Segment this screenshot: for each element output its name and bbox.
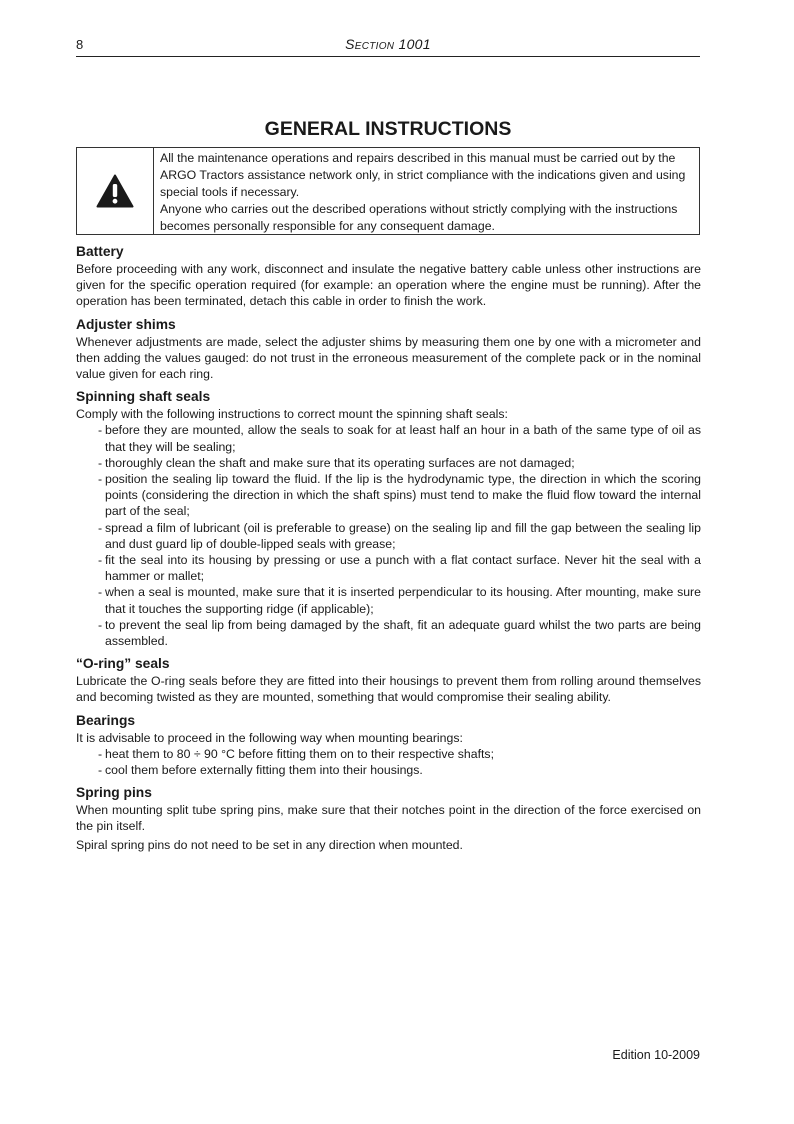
main-content — [76, 243, 701, 859]
section-battery — [76, 243, 701, 310]
list-item: - position the sealing lip toward the fluid. If the lip is the hydrodynamic type, the direction in which the scoring points (considering the direction in which the shaft spins) must tend to make the fluid flow toward the internal part of the seal; — [98, 471, 701, 520]
page-title: GENERAL INSTRUCTIONS — [264, 118, 512, 140]
section-text: Spiral spring pins do not need to be set in any direction when mounted. — [76, 837, 463, 852]
list-item: - fit the seal into its housing by pressing or use a punch with a flat contact surface. Never hit the seal with a hammer or mallet; — [98, 552, 701, 584]
list-item: - thoroughly clean the shaft and make sure that its operating surfaces are not damaged; — [98, 455, 701, 471]
section-bearings — [76, 712, 701, 779]
section-intro: It is advisable to proceed in the following way when mounting bearings: — [76, 730, 463, 745]
list-item: - when a seal is mounted, make sure that it is inserted perpendicular to its housing. After mounting, make sure that it touches the supporting ridge (if applicable); — [98, 584, 701, 616]
instruction-list — [76, 422, 701, 649]
section-title: Section 1001 — [345, 36, 431, 52]
warning-triangle-icon — [96, 174, 134, 208]
section-heading: “O-ring” seals — [76, 656, 170, 672]
list-item: - spread a film of lubricant (oil is preferable to grease) on the sealing lip and fill the gap between the sealing lip and dust guard lip of double-lipped seals with grease; — [98, 520, 701, 552]
page-header — [76, 34, 700, 57]
list-item: - before they are mounted, allow the seals to soak for at least half an hour in a bath of the same type of oil as that they will be sealing; — [98, 422, 701, 454]
instruction-list — [76, 746, 701, 778]
section-spinning-shaft-seals — [76, 388, 701, 649]
list-item: - cool them before externally fitting them into their housings. — [98, 762, 701, 778]
section-text: Before proceeding with any work, disconnect and insulate the negative battery cable unless other instructions are given for the specific operation required (for example: an operation where the engine must be running). After the operation has been terminated, detach this cable in order to finish the work. — [76, 262, 701, 309]
section-text: Lubricate the O-ring seals before they are fitted into their housings to prevent them from rolling around themselves and becoming twisted as they are mounted, something that would compromise their sealing ability. — [76, 674, 701, 705]
list-item: - heat them to 80 ÷ 90 °C before fitting them on to their respective shafts; — [98, 746, 701, 762]
section-intro: Comply with the following instructions to correct mount the spinning shaft seals: — [76, 407, 508, 422]
section-heading: Adjuster shims — [76, 316, 176, 332]
section-heading: Spring pins — [76, 785, 152, 801]
warning-icon-cell — [77, 148, 154, 234]
section-adjuster-shims — [76, 316, 701, 383]
warning-paragraph: Anyone who carries out the described operations without strictly complying with the instructions becomes personally responsible for any consequent damage. — [160, 202, 678, 234]
warning-text — [154, 148, 699, 234]
warning-paragraph: All the maintenance operations and repairs described in this manual must be carried out by the ARGO Tractors assistance network only, in strict compliance with the indications given and using special tools if necessary. — [160, 151, 686, 199]
section-heading: Spinning shaft seals — [76, 389, 211, 405]
section-heading: Bearings — [76, 712, 136, 728]
section-heading: Battery — [76, 244, 124, 259]
list-item: - to prevent the seal lip from being damaged by the shaft, fit an adequate guard whilst the two parts are being assembled. — [98, 617, 701, 649]
edition-footer: Edition 10-2009 — [612, 1048, 700, 1062]
page-number: 8 — [76, 37, 84, 52]
section-text: When mounting split tube spring pins, make sure that their notches point in the direction of the force exercised on the pin itself. — [76, 803, 701, 834]
section-o-ring-seals — [76, 655, 701, 705]
section-text: Whenever adjustments are made, select the adjuster shims by measuring them one by one with a micrometer and then adding the values gauged: do not trust in the erroneous measurement of the complete pack or in the nominal value given for each ring. — [76, 334, 701, 382]
section-spring-pins — [76, 784, 701, 853]
warning-box — [76, 147, 700, 235]
